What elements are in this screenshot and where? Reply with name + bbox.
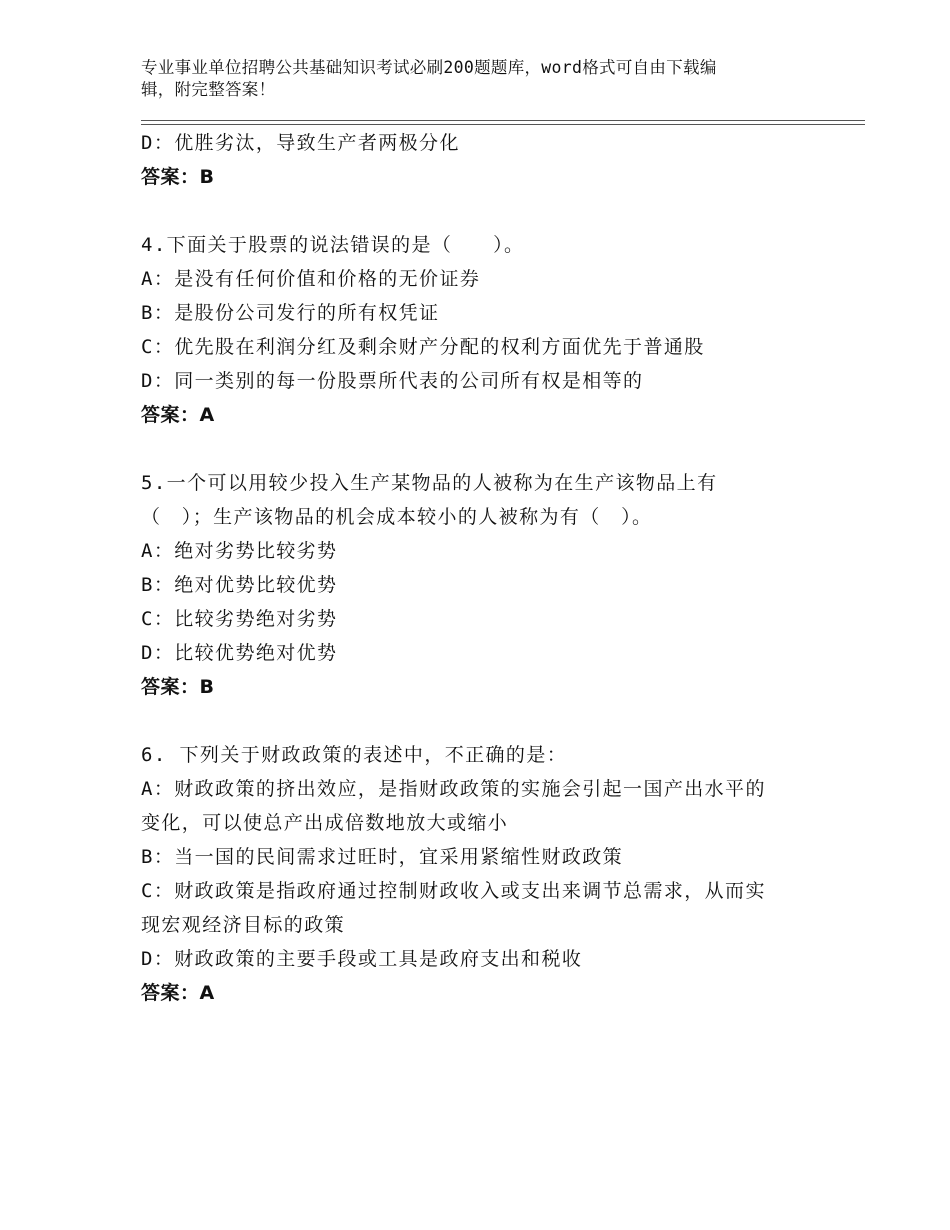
q4-stem: 4.下面关于股票的说法错误的是（ ）。	[141, 234, 525, 256]
q4-option-a: A：是没有任何价值和价格的无价证券	[141, 268, 481, 290]
q6-answer: 答案：A	[141, 982, 215, 1004]
header-rule-top	[141, 120, 865, 121]
q5-stem-line-2: （ ）；生产该物品的机会成本较小的人被称为有（ ）。	[141, 506, 653, 528]
q4-answer: 答案：A	[141, 404, 215, 426]
spacer	[141, 432, 821, 466]
q3-answer: 答案：B	[141, 166, 215, 188]
q5-answer: 答案：B	[141, 676, 215, 698]
header-rule-bottom	[141, 124, 865, 125]
header-line-2: 辑，附完整答案！	[141, 80, 276, 99]
q6-stem: 6. 下列关于财政政策的表述中，不正确的是：	[141, 744, 568, 766]
q4-option-c: C：优先股在利润分红及剩余财产分配的权利方面优先于普通股	[141, 336, 705, 358]
q6-option-d: D：财政政策的主要手段或工具是政府支出和税收	[141, 948, 583, 970]
q6-option-c-line-2: 现宏观经济目标的政策	[141, 914, 346, 936]
header-line-1: 专业事业单位招聘公共基础知识考试必刷200题题库，word格式可自由下载编	[141, 58, 717, 77]
q6-option-b: B：当一国的民间需求过旺时，宜采用紧缩性财政政策	[141, 846, 624, 868]
q4-option-b: B：是股份公司发行的所有权凭证	[141, 302, 440, 324]
question-content	[141, 126, 821, 1010]
spacer	[141, 704, 821, 738]
q3-option-d: D：优胜劣汰，导致生产者两极分化	[141, 132, 460, 154]
q4-option-d: D：同一类别的每一份股票所代表的公司所有权是相等的	[141, 370, 644, 392]
spacer	[141, 194, 821, 228]
q5-option-d: D：比较优势绝对优势	[141, 642, 338, 664]
q6-option-a-line-1: A：财政政策的挤出效应，是指财政政策的实施会引起一国产出水平的	[141, 778, 766, 800]
q5-option-c: C：比较劣势绝对劣势	[141, 608, 338, 630]
q5-stem-line-1: 5.一个可以用较少投入生产某物品的人被称为在生产该物品上有	[141, 472, 718, 494]
q6-option-a-line-2: 变化，可以使总产出成倍数地放大或缩小	[141, 812, 509, 834]
q6-option-c-line-1: C：财政政策是指政府通过控制财政收入或支出来调节总需求，从而实	[141, 880, 766, 902]
q5-option-b: B：绝对优势比较优势	[141, 574, 338, 596]
q5-option-a: A：绝对劣势比较劣势	[141, 540, 338, 562]
page-header	[141, 57, 791, 101]
